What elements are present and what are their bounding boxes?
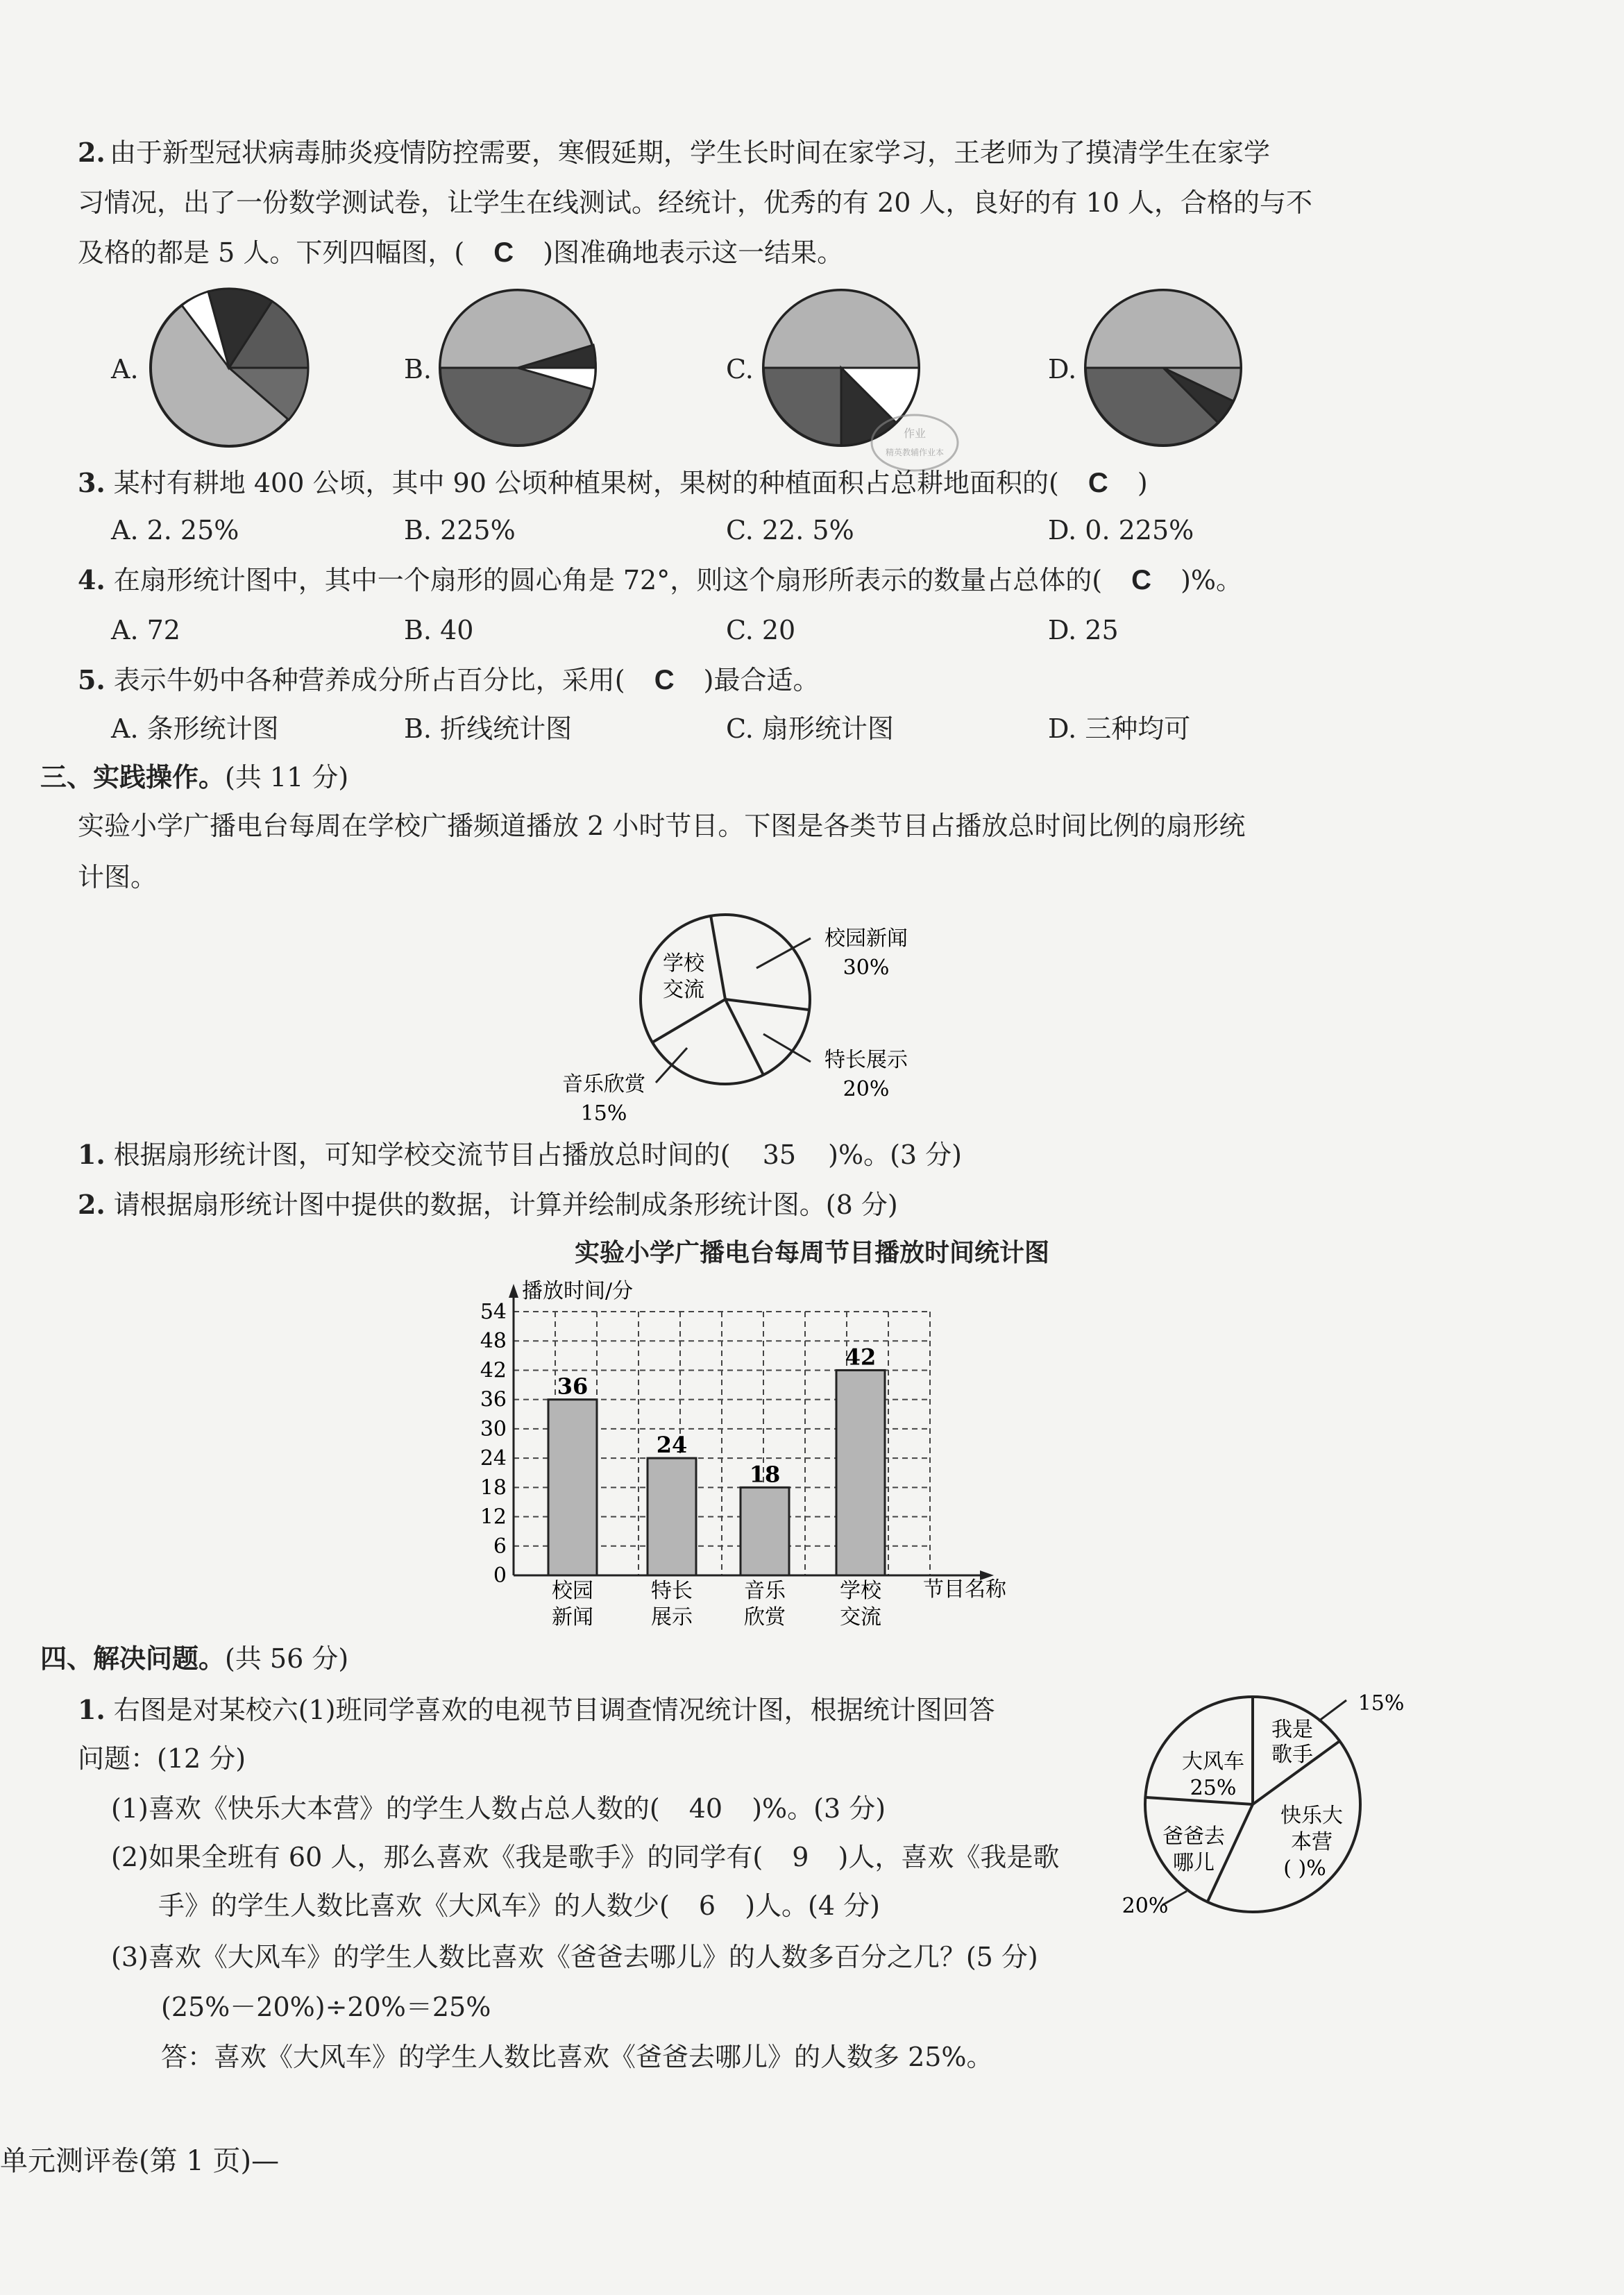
p1-sub2-text-2: 手》的学生人数比喜欢《大风车》的人数少( xyxy=(158,1890,670,1921)
stamp xyxy=(872,415,958,471)
tv-label-singer-2: 歌手 xyxy=(1271,1743,1313,1767)
y-tick-label: 24 xyxy=(480,1446,507,1471)
q5-answer: C xyxy=(654,665,675,695)
pie-c-slice-excellent xyxy=(763,290,919,368)
option-d-label: D. xyxy=(1048,354,1077,384)
pie-divider-1 xyxy=(711,915,725,999)
q3-option-d: D. 0. 225% xyxy=(1048,515,1194,545)
q4-number: 4. xyxy=(78,564,105,595)
bar-value-label: 18 xyxy=(749,1461,781,1488)
section4-heading xyxy=(40,1642,348,1675)
q5-option-c: C. 扇形统计图 xyxy=(726,713,894,744)
x-category-label: 展示 xyxy=(651,1605,693,1629)
section4-score: (共 56 分) xyxy=(225,1643,349,1674)
p1-text-1: 右图是对某校六(1)班同学喜欢的电视节目调查情况统计图，根据统计图回答 xyxy=(113,1695,995,1725)
tv-leader-singer xyxy=(1319,1700,1346,1721)
p1-reply: 答：喜欢《大风车》的学生人数比喜欢《爸爸去哪儿》的人数多 25%。 xyxy=(161,2042,993,2072)
x-category-label: 新闻 xyxy=(552,1605,593,1629)
tv-label-dad-1: 爸爸去 xyxy=(1162,1824,1225,1849)
q2-number: 2. xyxy=(78,137,105,168)
pie-label-talent: 特长展示 xyxy=(824,1048,908,1072)
bar-value-label: 42 xyxy=(845,1344,877,1371)
tv-label-singer-pct: 15% xyxy=(1357,1691,1405,1716)
q4-text: 在扇形统计图中，其中一个扇形的圆心角是 72°，则这个扇形所表示的数量占总体的( xyxy=(113,565,1103,595)
s3-q1-line xyxy=(78,1138,962,1171)
q4-option-c: C. 20 xyxy=(726,615,796,645)
pie-divider-4 xyxy=(652,999,725,1042)
y-axis-arrow xyxy=(509,1284,518,1298)
bar-chart-title: 实验小学广播电台每周节目播放时间统计图 xyxy=(574,1239,1049,1267)
tv-label-happy-pct: ( )% xyxy=(1283,1856,1326,1881)
stamp-bottom: 精英教辅作业本 xyxy=(885,448,945,457)
option-a-label: A. xyxy=(111,354,139,384)
tv-label-dad-2: 哪儿 xyxy=(1173,1851,1215,1875)
q5-close: )最合适。 xyxy=(703,665,820,695)
pie-divider-3 xyxy=(725,999,763,1075)
s3-q1-number: 1. xyxy=(78,1139,105,1170)
bar xyxy=(648,1458,696,1575)
q5-option-a: A. 条形统计图 xyxy=(111,713,279,744)
section3-intro-2: 计图。 xyxy=(78,862,158,892)
q2-line-1: 由于新型冠状病毒肺炎疫情防控需要，寒假延期，学生长时间在家学习，王老师为了摸清学生在家学 xyxy=(110,137,1271,168)
y-axis-label: 播放时间/分 xyxy=(522,1279,634,1303)
bar-value-label: 24 xyxy=(656,1432,688,1459)
q4-answer: C xyxy=(1131,565,1152,595)
q3-number: 3. xyxy=(78,467,105,498)
q4-option-a: A. 72 xyxy=(111,615,180,645)
bar xyxy=(836,1370,885,1575)
pie-a xyxy=(151,289,308,446)
pie-label-news: 校园新闻 xyxy=(824,926,908,951)
q5-line xyxy=(78,663,820,697)
q2-line-2: 习情况，出了一份数学测试卷，让学生在线测试。经统计，优秀的有 20 人，良好的有 10 人，合格的与不 xyxy=(78,187,1313,218)
y-tick-label: 6 xyxy=(493,1534,507,1559)
p1-sub2-close: )人。(4 分) xyxy=(745,1890,880,1921)
section3-title: 三、实践操作。 xyxy=(40,761,226,793)
y-tick-label: 54 xyxy=(480,1300,507,1324)
q2-line-3-end: )图准确地表示这一结果。 xyxy=(543,237,844,268)
q3-option-a: A. 2. 25% xyxy=(111,515,239,545)
q2-answer: C xyxy=(493,237,514,268)
option-b-label: B. xyxy=(404,354,432,384)
y-tick-label: 12 xyxy=(480,1505,507,1530)
q3-option-c: C. 22. 5% xyxy=(726,515,854,545)
tv-label-happy-1: 快乐大 xyxy=(1280,1804,1343,1828)
tv-pie-chart xyxy=(1110,1679,1471,1929)
s3-q1-answer: 35 xyxy=(762,1140,797,1170)
section4-title: 四、解决问题。 xyxy=(40,1643,226,1674)
section3-score: (共 11 分) xyxy=(225,762,349,793)
bar-ticks xyxy=(480,1300,507,1588)
s3-q2-number: 2. xyxy=(78,1189,105,1220)
section3-heading xyxy=(40,761,348,794)
p1-sub1-text: (1)喜欢《快乐大本营》的学生人数占总人数的( xyxy=(111,1793,660,1824)
y-tick-label: 42 xyxy=(480,1358,507,1383)
q3-option-b: B. 225% xyxy=(404,515,516,545)
y-tick-label: 0 xyxy=(493,1564,507,1588)
stamp-top: 作业 xyxy=(903,427,927,440)
p1-sub2-text: (2)如果全班有 60 人，那么喜欢《我是歌手》的同学有( xyxy=(111,1842,763,1872)
pie-label-talent-pct: 20% xyxy=(843,1077,890,1101)
p1-sub1-close: )%。(3 分) xyxy=(752,1793,886,1824)
p1-line-2: 问题：(12 分) xyxy=(78,1743,246,1774)
q4-close: )%。 xyxy=(1181,565,1243,595)
bar-marks xyxy=(548,1344,885,1575)
tv-label-windmill: 大风车 xyxy=(1182,1750,1244,1774)
x-category-label: 特长 xyxy=(651,1579,693,1603)
section3-intro-1: 实验小学广播电台每周在学校广播频道播放 2 小时节目。下图是各类节目占播放总时间比例的扇形统 xyxy=(78,811,1246,841)
y-tick-label: 30 xyxy=(480,1416,507,1441)
q3-close: ) xyxy=(1137,468,1148,498)
p1-sub3: (3)喜欢《大风车》的学生人数比喜欢《爸爸去哪儿》的人数多百分之几？(5 分) xyxy=(111,1942,1038,1972)
s3-q2-line xyxy=(78,1188,898,1221)
s3-q1-text: 根据扇形统计图，可知学校交流节目占播放总时间的( xyxy=(113,1140,731,1170)
p1-calc: (25%－20%)÷20%＝25% xyxy=(161,1992,491,2022)
tv-label-happy-2: 本营 xyxy=(1291,1830,1333,1854)
q2-line-3-text: 及格的都是 5 人。下列四幅图，( xyxy=(78,237,465,268)
bar-categories xyxy=(552,1579,882,1629)
y-tick-label: 18 xyxy=(480,1475,507,1500)
q4-option-b: B. 40 xyxy=(404,615,474,645)
q5-number: 5. xyxy=(78,664,105,695)
q3-text: 某村有耕地 400 公顷，其中 90 公顷种植果树，果树的种植面积占总耕地面积的( xyxy=(113,468,1059,498)
y-tick-label: 48 xyxy=(480,1329,507,1354)
q3-answer: C xyxy=(1088,468,1108,498)
pie-b xyxy=(440,290,595,446)
x-category-label: 音乐 xyxy=(744,1579,786,1603)
pie-c xyxy=(763,290,919,446)
s3-q2-text: 请根据扇形统计图中提供的数据，计算并绘制成条形统计图。(8 分) xyxy=(113,1189,898,1220)
p1-sub2-answer-2: 6 xyxy=(698,1890,716,1921)
bar-value-label: 36 xyxy=(557,1373,589,1400)
q5-text: 表示牛奶中各种营养成分所占百分比，采用( xyxy=(113,665,625,695)
pie-d xyxy=(1085,290,1241,446)
x-category-label: 欣赏 xyxy=(744,1605,786,1629)
option-c-label: C. xyxy=(726,354,754,384)
q5-option-b: B. 折线统计图 xyxy=(404,713,573,744)
pie-label-music-pct: 15% xyxy=(580,1101,627,1126)
x-axis-label: 节目名称 xyxy=(923,1577,1006,1602)
pie-label-news-pct: 30% xyxy=(843,956,890,980)
q4-line xyxy=(78,564,1242,597)
pie-divider-2 xyxy=(725,999,809,1010)
q3-line xyxy=(78,466,1148,500)
bar xyxy=(548,1400,597,1575)
broadcast-pie-chart xyxy=(0,888,1624,1138)
x-category-label: 校园 xyxy=(552,1579,593,1603)
s3-q1-close: )%。(3 分) xyxy=(828,1140,962,1170)
tv-label-singer-1: 我是 xyxy=(1271,1718,1313,1742)
pie-d-slice-excellent xyxy=(1085,290,1241,368)
page-footer: 单元测评卷(第 1 页)— xyxy=(0,2145,280,2177)
p1-sub2-line-1 xyxy=(111,1840,1059,1874)
q5-option-d: D. 三种均可 xyxy=(1048,713,1191,744)
q4-option-d: D. 25 xyxy=(1048,615,1119,645)
bar-chart xyxy=(0,1270,1624,1645)
p1-number: 1. xyxy=(78,1694,105,1725)
p1-sub1 xyxy=(111,1792,886,1825)
y-tick-label: 36 xyxy=(480,1387,507,1412)
x-category-label: 学校 xyxy=(840,1579,881,1603)
p1-sub2-line-2 xyxy=(158,1889,880,1922)
p1-sub2-mid: )人，喜欢《我是歌 xyxy=(838,1842,1060,1872)
pie-label-music: 音乐欣赏 xyxy=(562,1072,645,1096)
pie-label-school-1: 学校 xyxy=(663,951,704,976)
q2-pie-options xyxy=(0,0,1624,486)
tv-label-dad-pct: 20% xyxy=(1122,1894,1169,1918)
tv-label-windmill-pct: 25% xyxy=(1190,1776,1237,1800)
bar xyxy=(741,1487,789,1575)
p1-sub2-answer-1: 9 xyxy=(792,1842,809,1872)
p1-line-1 xyxy=(78,1693,995,1727)
pie-label-school-2: 交流 xyxy=(663,978,704,1002)
x-category-label: 交流 xyxy=(840,1605,881,1629)
p1-sub1-answer: 40 xyxy=(688,1793,723,1824)
